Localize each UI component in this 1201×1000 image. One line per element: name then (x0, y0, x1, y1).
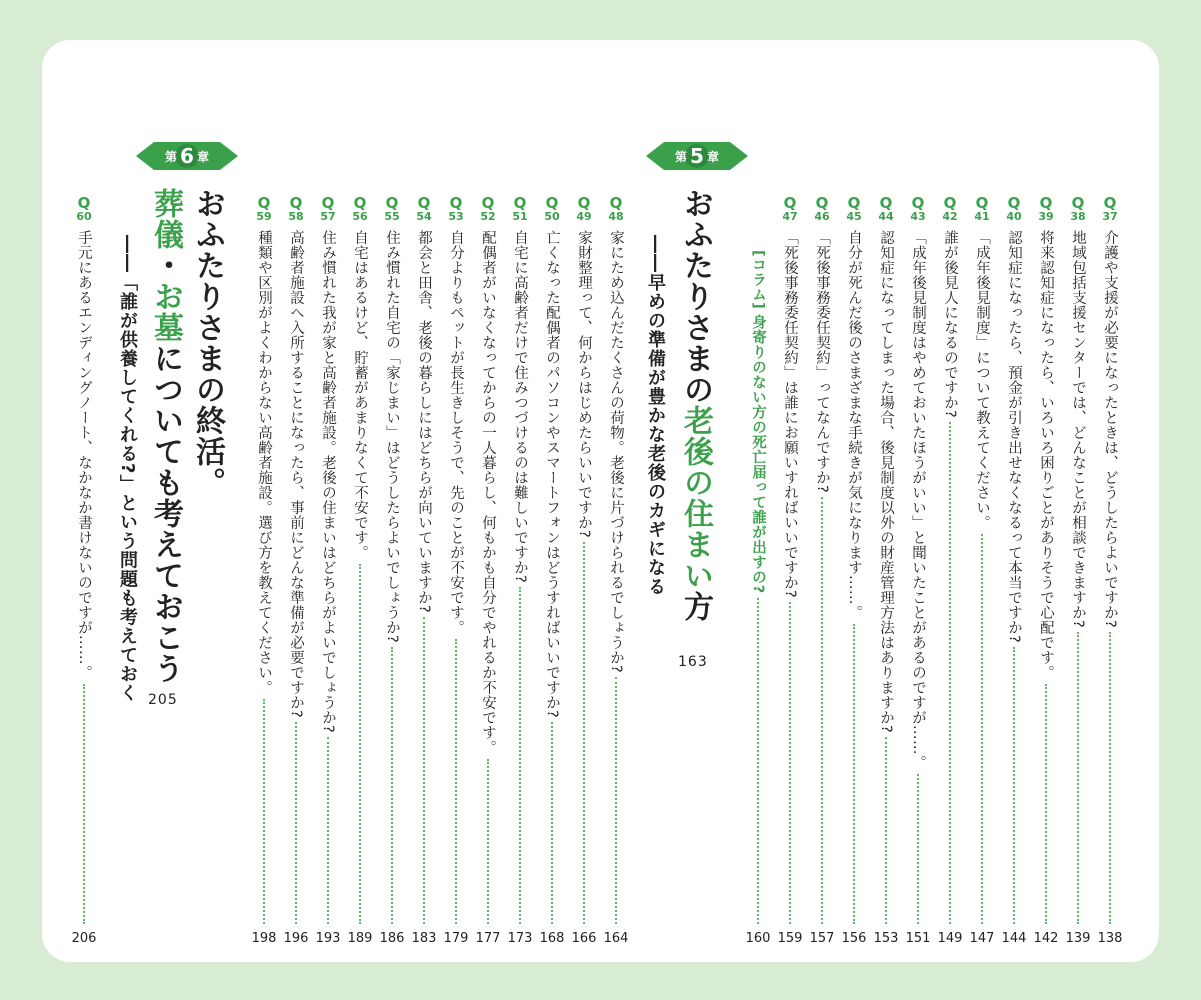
toc-entry-q54[interactable] (412, 196, 436, 948)
question-text: 「死後事務委任契約」ってなんですか? (814, 230, 830, 494)
toc-entry-q58[interactable] (284, 196, 308, 948)
dot-leader (1045, 684, 1047, 924)
dot-leader (455, 639, 457, 924)
toc-entry-q48[interactable] (604, 196, 628, 948)
dot-leader (487, 759, 489, 924)
question-text: 配偶者がいなくなってからの一人暮らし、何もかも自分でやれるか不安です。 (480, 230, 496, 755)
question-badge: Q 43 (910, 194, 926, 223)
toc-entry-q42[interactable] (938, 196, 962, 948)
question-badge: Q 56 (352, 194, 368, 223)
question-badge: Q 47 (782, 194, 798, 223)
question-badge: Q 41 (974, 194, 990, 223)
page-number: 166 (571, 931, 597, 946)
page-number: 144 (1001, 931, 1027, 946)
toc-entry-q59[interactable] (252, 196, 276, 948)
question-text: 認知症になってしまった場合、後見制度以外の財産管理方法はありますか? (878, 230, 894, 734)
page-number: 168 (539, 931, 565, 946)
chapter6-title-line1: おふたりさまの終活。 (190, 188, 225, 498)
question-text: 自宅はあるけど、貯蓄があまりなくて不安です。 (352, 230, 368, 560)
toc-entry-q43[interactable] (906, 196, 930, 948)
page-number: 142 (1033, 931, 1059, 946)
toc-entry-q45[interactable] (842, 196, 866, 948)
page-number: 164 (603, 931, 629, 946)
question-badge: Q 54 (416, 194, 432, 223)
dot-leader (1013, 647, 1015, 924)
page-number: 157 (809, 931, 835, 946)
toc-entry-q55[interactable] (380, 196, 404, 948)
toc-entry-q37[interactable] (1098, 196, 1122, 948)
question-text: 将来認知症になったら、いろいろ困りごとがありそうで心配です。 (1038, 230, 1054, 680)
dot-leader (853, 624, 855, 924)
question-text: 住み慣れた我が家と高齢者施設。老後の住まいはどちらがよいでしょうか? (320, 230, 336, 734)
page-number: 189 (347, 931, 373, 946)
question-text: 介護や支援が必要になったときは、どうしたらよいですか? (1102, 230, 1118, 629)
dot-leader (583, 542, 585, 924)
toc-entry-column[interactable] (746, 250, 770, 948)
question-badge: Q 50 (544, 194, 560, 223)
question-text: 高齢者施設へ入所することになったら、事前にどんな準備が必要ですか? (288, 230, 304, 719)
page-number: 149 (937, 931, 963, 946)
toc-entry-q39[interactable] (1034, 196, 1058, 948)
question-text: 自宅に高齢者だけで住みつづけるのは難しいですか? (512, 230, 528, 584)
page-number: 206 (71, 931, 97, 946)
question-badge: Q 52 (480, 194, 496, 223)
question-badge: Q 57 (320, 194, 336, 223)
question-badge: Q 46 (814, 194, 830, 223)
question-text: 手元にあるエンディングノート、なかなか書けないのですが……。 (76, 230, 92, 680)
page-number: 138 (1097, 931, 1123, 946)
question-text: 自分よりもペットが長生きしそうで、先のことが不安です。 (448, 230, 464, 635)
dot-leader (295, 722, 297, 924)
question-text: 家財整理って、何からはじめたらいいですか? (576, 230, 592, 539)
question-badge: Q 48 (608, 194, 624, 223)
question-text: 誰が後見人になるのですか? (942, 230, 958, 419)
chapter6-page: 205 (148, 692, 178, 708)
page-number: 156 (841, 931, 867, 946)
dot-leader (981, 534, 983, 924)
dot-leader (949, 422, 951, 924)
question-text: 「成年後見制度」について教えてください。 (974, 230, 990, 530)
toc-page (42, 40, 1159, 962)
dot-leader (391, 647, 393, 924)
chapter5-title: おふたりさまの老後の住まい方 (678, 188, 713, 622)
question-badge: Q 51 (512, 194, 528, 223)
question-badge: Q 40 (1006, 194, 1022, 223)
question-badge: Q 59 (256, 194, 272, 223)
toc-entry-q52[interactable] (476, 196, 500, 948)
chapter5-page: 163 (678, 654, 708, 670)
chapter6-badge (136, 140, 238, 172)
dot-leader (757, 598, 759, 924)
page-number: 173 (507, 931, 533, 946)
question-badge: Q 38 (1070, 194, 1086, 223)
dot-leader (263, 699, 265, 924)
question-badge: Q 39 (1038, 194, 1054, 223)
dot-leader (789, 602, 791, 924)
page-number: 151 (905, 931, 931, 946)
question-text: 自分が死んだ後のさまざまな手続きが気になります……。 (846, 230, 862, 620)
dot-leader (423, 617, 425, 924)
toc-entry-q57[interactable] (316, 196, 340, 948)
dot-leader (917, 774, 919, 924)
chapter5-badge (646, 140, 748, 172)
question-text: 住み慣れた自宅の「家じまい」はどうしたらよいでしょうか? (384, 230, 400, 644)
question-badge: Q 55 (384, 194, 400, 223)
column-text: [コラム] 身寄りのない方の死亡届って誰が出すの? (750, 250, 766, 594)
dot-leader (551, 722, 553, 924)
question-text: 家にため込んだたくさんの荷物。老後に片づけられるでしょうか? (608, 230, 624, 674)
chapter6-title-line2: 葬儀・お墓についても考えておこう (148, 188, 183, 684)
toc-entry-q51[interactable] (508, 196, 532, 948)
page-number: 198 (251, 931, 277, 946)
question-badge: Q 44 (878, 194, 894, 223)
toc-entry-q49[interactable] (572, 196, 596, 948)
question-text: 認知症になったら、預金が引き出せなくなるって本当ですか? (1006, 230, 1022, 644)
page-number: 139 (1065, 931, 1091, 946)
toc-entry-q53[interactable] (444, 196, 468, 948)
toc-entry-q44[interactable] (874, 196, 898, 948)
question-text: 「成年後見制度はやめておいたほうがいい」と聞いたことがあるのですが……。 (910, 230, 926, 770)
question-badge: Q 45 (846, 194, 862, 223)
chapter6-label: 第 6 章 (165, 144, 209, 168)
question-badge: Q 58 (288, 194, 304, 223)
dot-leader (519, 587, 521, 924)
dot-leader (327, 737, 329, 924)
toc-entry-q46[interactable] (810, 196, 834, 948)
page-number: 196 (283, 931, 309, 946)
page-number: 193 (315, 931, 341, 946)
chapter5-label: 第 5 章 (675, 144, 719, 168)
page-number: 177 (475, 931, 501, 946)
dot-leader (1077, 632, 1079, 924)
dot-leader (821, 497, 823, 924)
dot-leader (83, 684, 85, 924)
dot-leader (885, 737, 887, 924)
page-number: 153 (873, 931, 899, 946)
question-text: 「死後事務委任契約」は誰にお願いすればいいですか? (782, 230, 798, 599)
page-number: 179 (443, 931, 469, 946)
question-text: 亡くなった配偶者のパソコンやスマートフォンはどうすればいいですか? (544, 230, 560, 719)
chapter5-subtitle: ――早めの準備が豊かな老後のカギになる (645, 235, 666, 596)
toc-entry-q56[interactable] (348, 196, 372, 948)
question-text: 都会と田舎、老後の暮らしにはどちらが向いていますか? (416, 230, 432, 614)
question-badge: Q 53 (448, 194, 464, 223)
toc-entry-q47[interactable] (778, 196, 802, 948)
question-badge: Q 37 (1102, 194, 1118, 223)
toc-entry-q60[interactable] (72, 196, 96, 948)
dot-leader (1109, 632, 1111, 924)
page-number: 186 (379, 931, 405, 946)
toc-entry-q38[interactable] (1066, 196, 1090, 948)
toc-entry-q50[interactable] (540, 196, 564, 948)
page-number: 160 (745, 931, 771, 946)
page-number: 147 (969, 931, 995, 946)
question-text: 種類や区別がよくわからない高齢者施設。選び方を教えてください。 (256, 230, 272, 695)
question-badge: Q 60 (76, 194, 92, 223)
dot-leader (359, 564, 361, 924)
question-text: 地域包括支援センターでは、どんなことが相談できますか? (1070, 230, 1086, 629)
page-number: 159 (777, 931, 803, 946)
toc-entry-q40[interactable] (1002, 196, 1026, 948)
toc-entry-q41[interactable] (970, 196, 994, 948)
question-badge: Q 49 (576, 194, 592, 223)
dot-leader (615, 677, 617, 924)
chapter6-subtitle: ――「誰が供養してくれる?」という問題も考えておく (117, 235, 138, 703)
question-badge: Q 42 (942, 194, 958, 223)
page-number: 183 (411, 931, 437, 946)
